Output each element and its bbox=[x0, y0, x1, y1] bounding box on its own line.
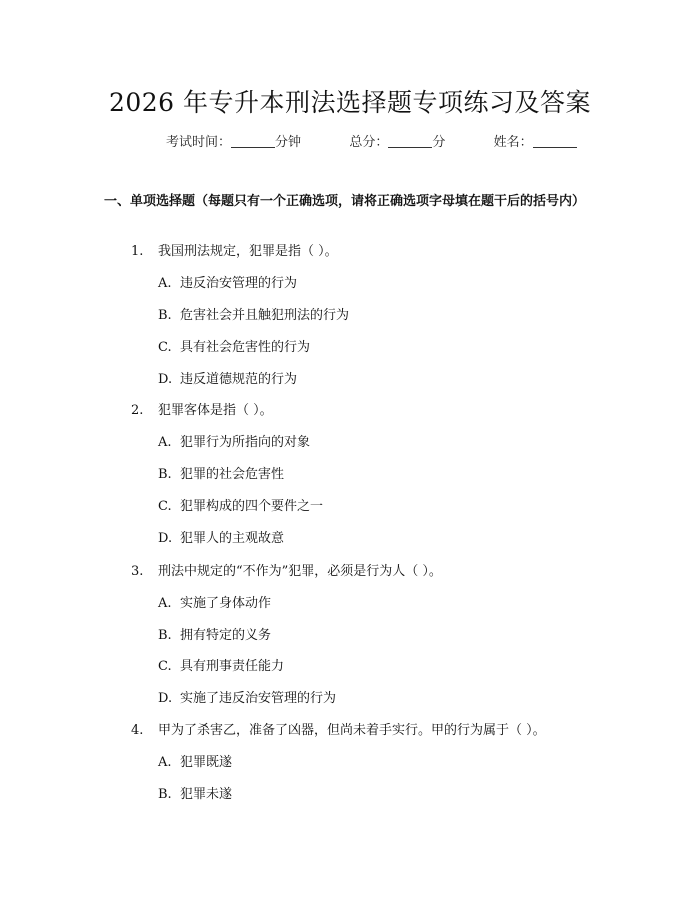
total-score-field bbox=[349, 131, 445, 150]
option-text: 犯罪人的主观故意 bbox=[180, 531, 285, 546]
option-letter: B. bbox=[158, 787, 172, 802]
option-text: 具有刑事责任能力 bbox=[180, 659, 285, 674]
option-letter: B. bbox=[158, 628, 172, 643]
section-heading: 一、单项选择题（每题只有一个正确选项，请将正确选项字母填在题干后的括号内） bbox=[104, 194, 586, 209]
option-letter: C. bbox=[158, 659, 172, 674]
option-item bbox=[158, 371, 297, 389]
question-number: 2. bbox=[131, 403, 144, 418]
student-name-field bbox=[494, 131, 577, 150]
student-name-label: 姓名： bbox=[493, 135, 533, 150]
option-item bbox=[158, 275, 297, 293]
option-item bbox=[158, 627, 271, 645]
student-name-blank bbox=[533, 134, 577, 148]
question-number: 3. bbox=[131, 564, 144, 579]
option-letter: A. bbox=[158, 435, 172, 450]
option-text: 实施了身体动作 bbox=[180, 596, 272, 611]
question-number: 1. bbox=[131, 244, 144, 259]
option-text: 危害社会并且触犯刑法的行为 bbox=[180, 308, 350, 323]
option-letter: B. bbox=[158, 308, 172, 323]
exam-info-line bbox=[166, 131, 577, 150]
option-item bbox=[158, 434, 310, 452]
question-stem: 刑法中规定的“不作为”犯罪，必须是行为人（ ）。 bbox=[158, 564, 442, 579]
option-letter: D. bbox=[158, 372, 173, 387]
option-item bbox=[158, 595, 271, 613]
document-title: 2026 年专升本刑法选择题专项练习及答案 bbox=[108, 88, 592, 117]
question-stem: 我国刑法规定，犯罪是指（ ）。 bbox=[158, 244, 338, 259]
option-letter: B. bbox=[158, 467, 172, 482]
total-score-label: 总分： bbox=[349, 135, 389, 150]
option-letter: A. bbox=[158, 276, 172, 291]
option-item bbox=[158, 530, 284, 548]
total-score-unit: 分 bbox=[432, 135, 446, 150]
question-stem: 犯罪客体是指（ ）。 bbox=[158, 403, 273, 418]
option-letter: A. bbox=[158, 596, 172, 611]
option-text: 犯罪构成的四个要件之一 bbox=[180, 499, 324, 514]
option-item bbox=[158, 339, 310, 357]
option-item bbox=[158, 786, 232, 804]
option-letter: C. bbox=[158, 340, 172, 355]
option-item bbox=[158, 690, 336, 708]
option-item bbox=[158, 498, 323, 516]
exam-time-field bbox=[166, 131, 301, 150]
option-text: 拥有特定的义务 bbox=[180, 628, 272, 643]
option-letter: A. bbox=[158, 755, 172, 770]
question-number: 4. bbox=[131, 723, 144, 738]
option-text: 犯罪既遂 bbox=[180, 755, 233, 770]
option-item bbox=[158, 466, 284, 484]
option-letter: D. bbox=[158, 531, 173, 546]
option-text: 犯罪未遂 bbox=[180, 787, 233, 802]
total-score-blank bbox=[388, 134, 432, 148]
option-text: 具有社会危害性的行为 bbox=[180, 340, 311, 355]
option-text: 违反道德规范的行为 bbox=[180, 372, 298, 387]
option-item bbox=[158, 658, 284, 676]
option-letter: C. bbox=[158, 499, 172, 514]
option-item bbox=[158, 754, 232, 772]
option-text: 犯罪行为所指向的对象 bbox=[180, 435, 311, 450]
exam-time-unit: 分钟 bbox=[275, 135, 302, 150]
option-letter: D. bbox=[158, 691, 173, 706]
option-text: 犯罪的社会危害性 bbox=[180, 467, 285, 482]
exam-time-label: 考试时间： bbox=[166, 135, 232, 150]
option-text: 违反治安管理的行为 bbox=[180, 276, 298, 291]
option-text: 实施了违反治安管理的行为 bbox=[180, 691, 337, 706]
question-stem: 甲为了杀害乙，准备了凶器，但尚未着手实行。甲的行为属于（ ）。 bbox=[158, 723, 546, 738]
exam-time-blank bbox=[231, 134, 275, 148]
option-item bbox=[158, 307, 349, 325]
